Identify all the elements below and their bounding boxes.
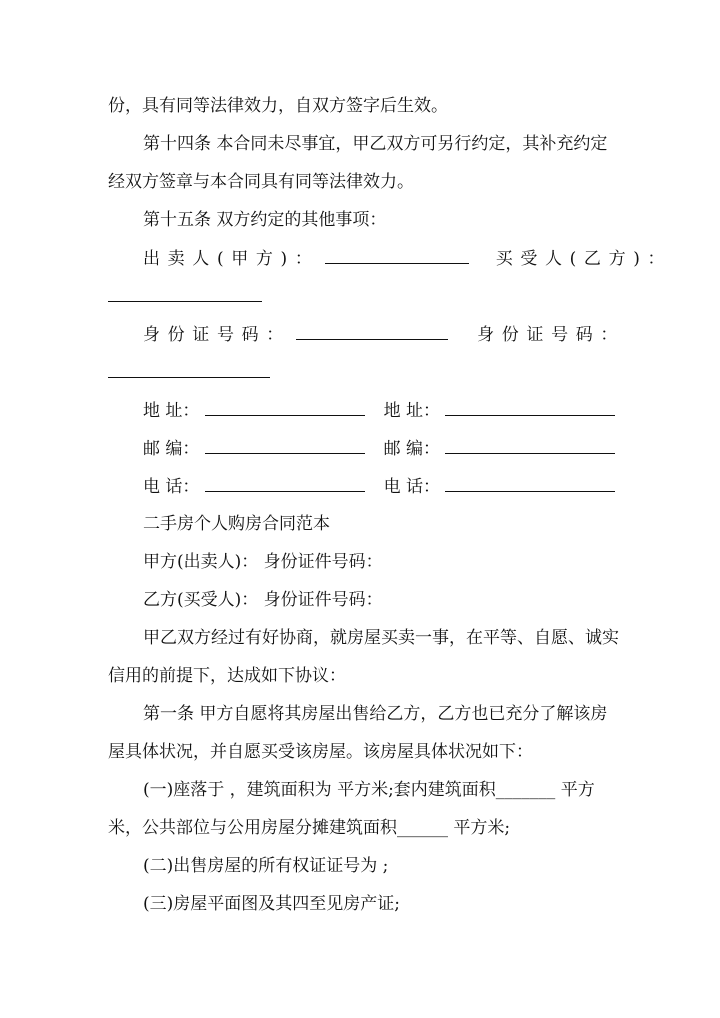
buyer-label: 买受人(乙方)：: [495, 249, 673, 269]
buyer-signature-row: [108, 285, 262, 308]
seller-id-field[interactable]: [296, 323, 448, 340]
seller-postcode-field[interactable]: [205, 437, 365, 454]
buyer-signature-field[interactable]: [108, 285, 262, 302]
buyer-id-field[interactable]: [108, 361, 270, 378]
buyer-phone-label: 电 话：: [383, 477, 441, 497]
buyer-address-field[interactable]: [445, 399, 615, 416]
seller-postcode-label: 邮 编：: [143, 439, 200, 459]
signature-row: [143, 247, 672, 270]
article-15-line: 第十五条 双方约定的其他事项：: [143, 210, 387, 230]
seller-phone-label: 电 话：: [143, 477, 200, 497]
article-14-line-2: 经双方签章与本合同具有同等法律效力。: [108, 172, 414, 192]
buyer-postcode-field[interactable]: [445, 437, 615, 454]
clause-1-line-1: (一)座落于 ，建筑面积为 平方米;套内建筑面积_______ 平方: [143, 780, 595, 800]
paragraph-line: 份，具有同等法律效力，自双方签字后生效。: [108, 96, 448, 116]
seller-address-label: 地 址：: [143, 401, 200, 421]
article-1-line-2: 屋具体状况，并自愿买受该房屋。该房屋具体状况如下：: [108, 742, 533, 762]
party-a-line: 甲方(出卖人)： 身份证件号码：: [143, 552, 383, 572]
id-number-row: [143, 323, 625, 346]
preamble-line-2: 信用的前提下，达成如下协议：: [108, 666, 346, 686]
document-heading: 二手房个人购房合同范本: [143, 514, 330, 534]
clause-1-line-2: 米，公共部位与公用房屋分摊建筑面积______ 平方米;: [108, 818, 511, 838]
buyer-phone-field[interactable]: [445, 475, 615, 492]
seller-label: 出卖人(甲方)：: [143, 249, 320, 269]
clause-3-line: (三)房屋平面图及其四至见房产证;: [143, 894, 400, 914]
preamble-line-1: 甲乙双方经过有好协商，就房屋买卖一事，在平等、自愿、诚实: [143, 628, 619, 648]
article-1-line-1: 第一条 甲方自愿将其房屋出售给乙方，乙方也已充分了解该房: [143, 704, 608, 724]
buyer-id-row: [108, 361, 270, 384]
seller-phone-field[interactable]: [205, 475, 365, 492]
address-row: [143, 399, 615, 422]
postcode-row: [143, 437, 615, 460]
seller-id-label: 身份证号码：: [143, 325, 291, 345]
clause-2-line: (二)出售房屋的所有权证证号为 ;: [143, 856, 389, 876]
seller-signature-field[interactable]: [325, 247, 469, 264]
buyer-postcode-label: 邮 编：: [383, 439, 441, 459]
seller-address-field[interactable]: [205, 399, 365, 416]
article-14-line-1: 第十四条 本合同未尽事宜，甲乙双方可另行约定，其补充约定: [143, 134, 608, 154]
phone-row: [143, 475, 615, 498]
party-b-line: 乙方(买受人)： 身份证件号码：: [143, 590, 383, 610]
buyer-id-label: 身份证号码：: [477, 325, 626, 345]
buyer-address-label: 地 址：: [383, 401, 441, 421]
